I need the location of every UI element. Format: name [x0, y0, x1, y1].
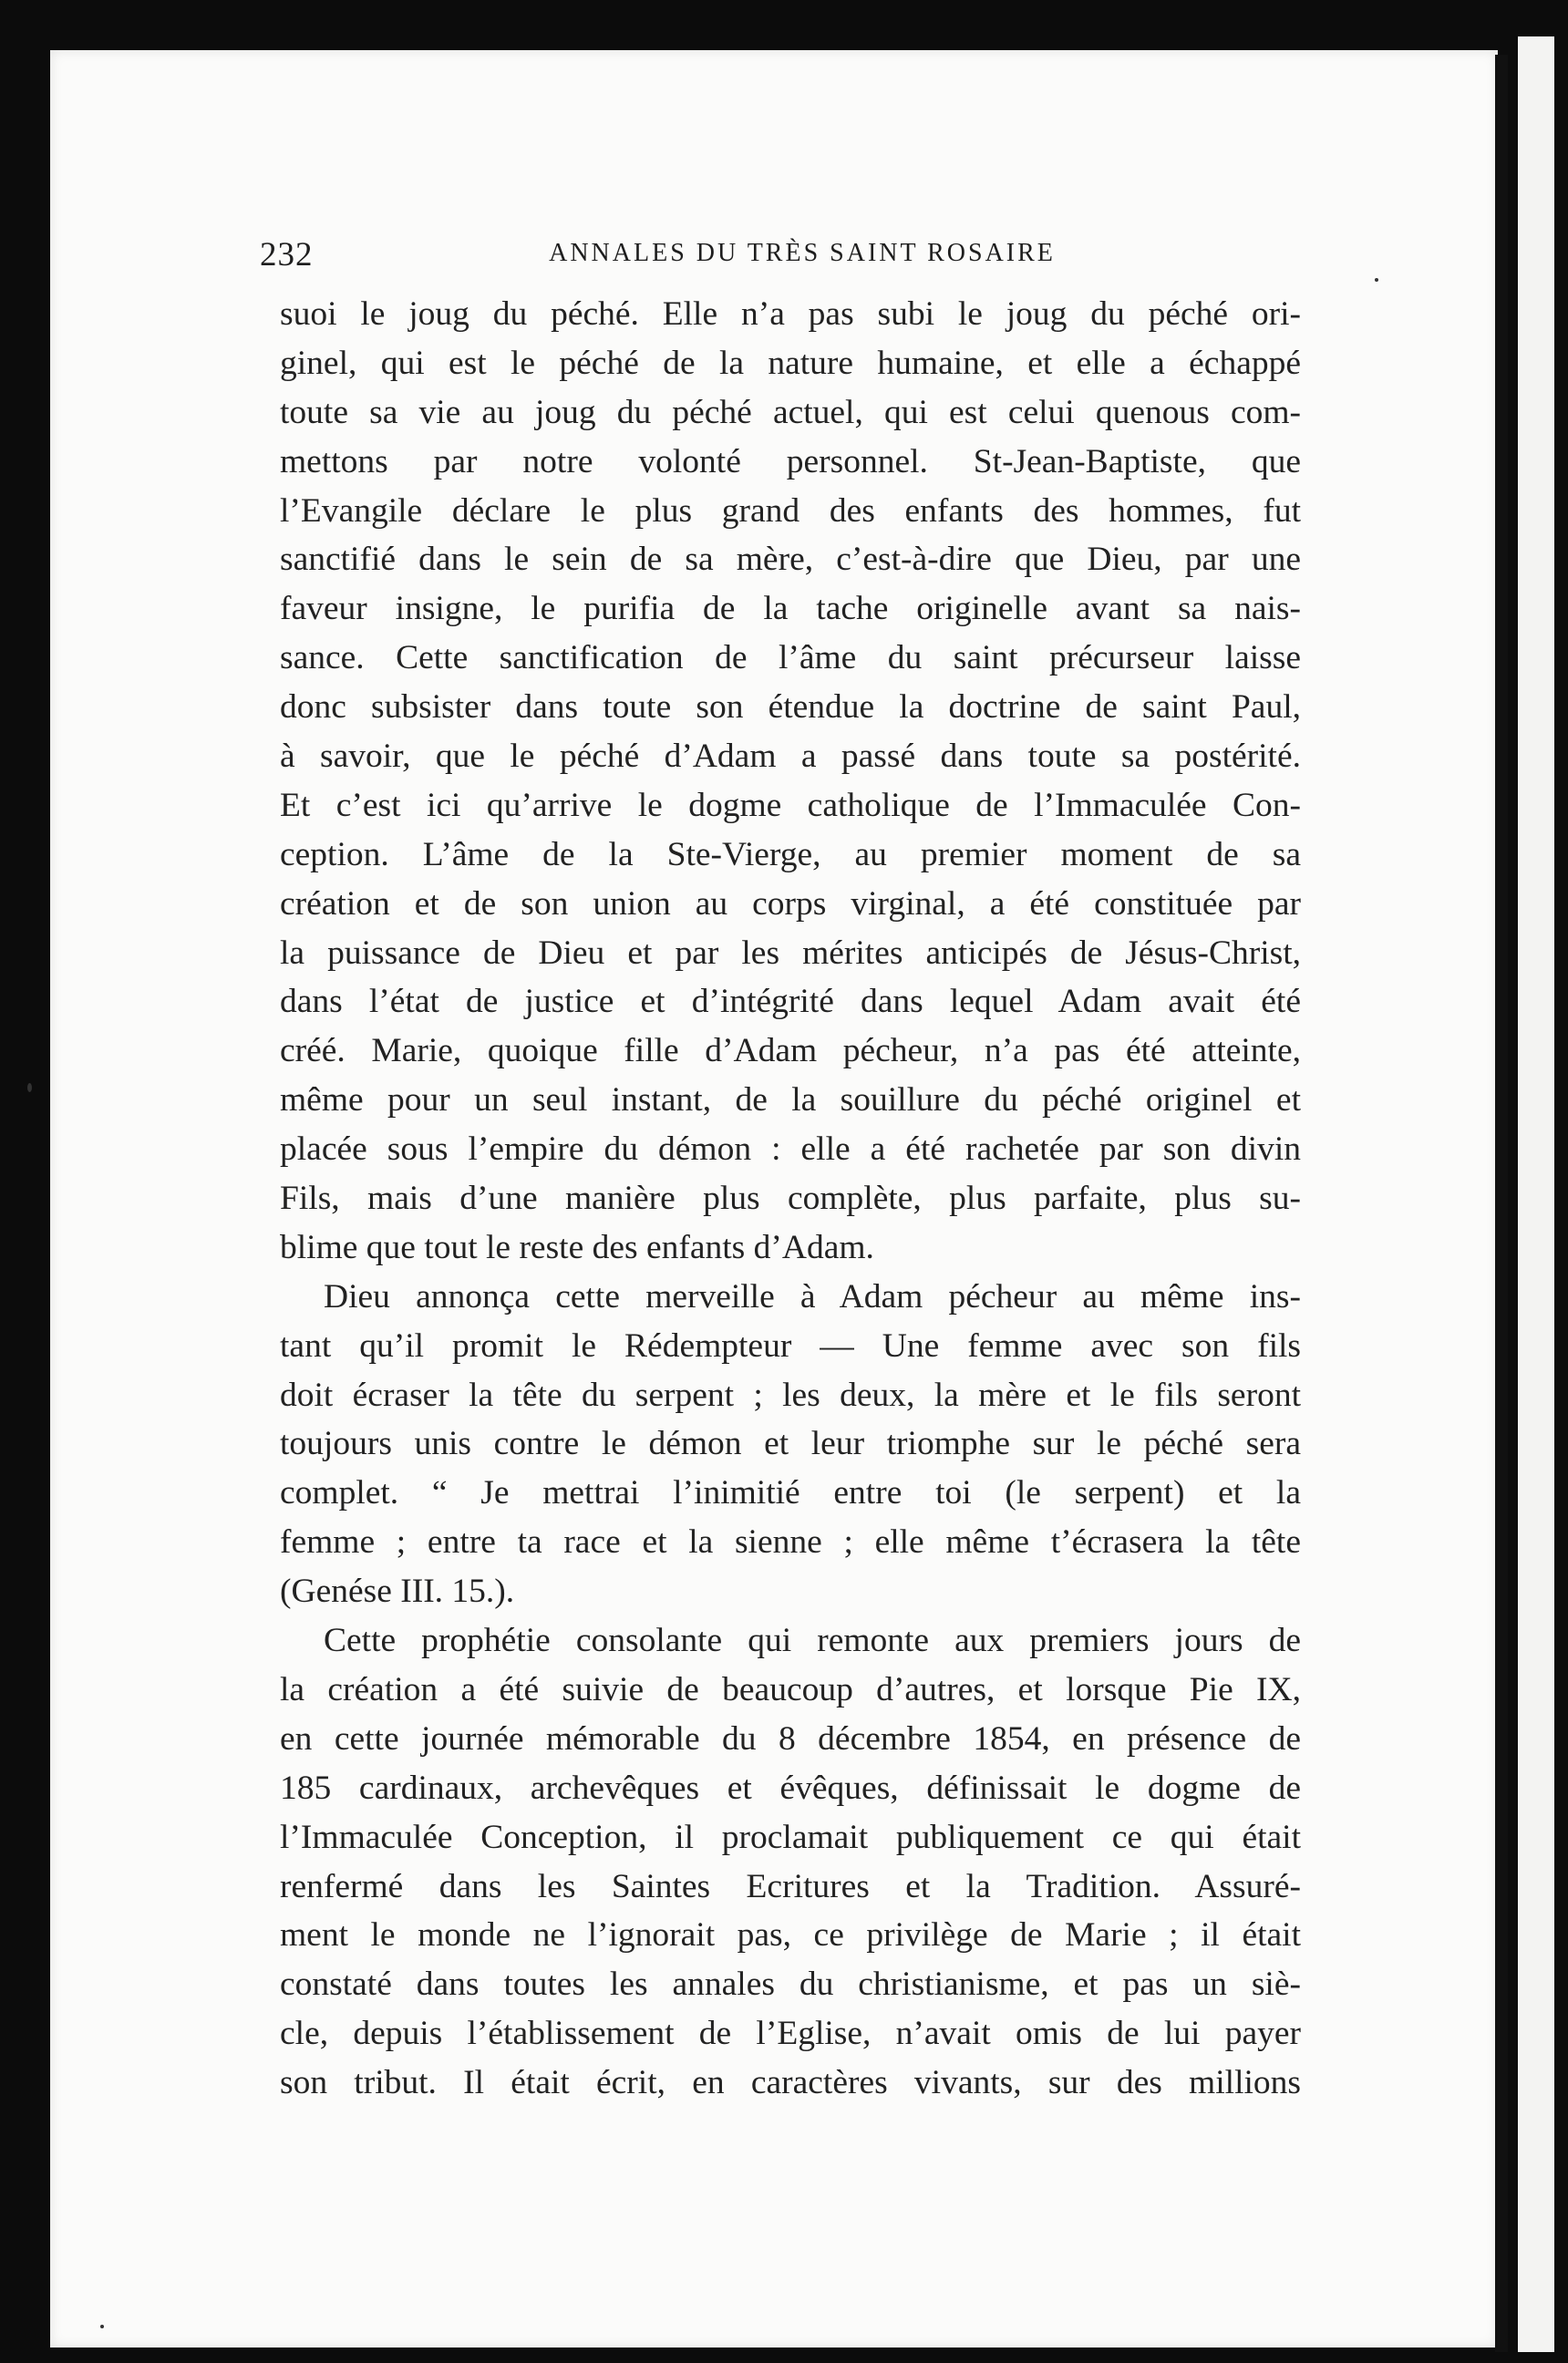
text-line: mettons par notre volonté personnel. St-Jean-Baptiste, que	[280, 442, 1301, 480]
paragraph-start-line: Dieu annonça cette merveille à Adam pécheur au même ins-	[324, 1277, 1301, 1316]
paragraph-end-line: blime que tout le reste des enfants d’Adam.	[280, 1228, 874, 1266]
text-line: ginel, qui est le péché de la nature humaine, et elle a échappé	[280, 344, 1301, 382]
text-line: ception. L’âme de la Ste-Vierge, au premier moment de sa	[280, 835, 1301, 873]
text-line: tant qu’il promit le Rédempteur — Une femme avec son fils	[280, 1326, 1301, 1365]
paragraph-end-line: (Genése III. 15.).	[280, 1573, 515, 1611]
text-line: renfermé dans les Saintes Ecritures et la Tradition. Assuré-	[280, 1867, 1301, 1905]
text-line: donc subsister dans toute son étendue la doctrine de saint Paul,	[280, 688, 1301, 727]
text-line: Et c’est ici qu’arrive le dogme catholique de l’Immaculée Con-	[280, 786, 1301, 824]
text-line: constaté dans toutes les annales du christianisme, et pas un siè-	[280, 1966, 1301, 2004]
text-line: sance. Cette sanctification de l’âme du saint précurseur laisse	[280, 639, 1301, 677]
text-line: suoi le joug du péché. Elle n’a pas subi le joug du péché ori-	[280, 295, 1301, 333]
text-line: créé. Marie, quoique fille d’Adam pécheur, n’a pas été atteinte,	[280, 1032, 1301, 1070]
text-line: complet. “ Je mettrai l’inimitié entre toi (le serpent) et la	[280, 1474, 1301, 1512]
running-head	[260, 235, 1290, 272]
running-head-title: ANNALES DU TRÈS SAINT ROSAIRE	[549, 239, 1056, 267]
text-line: doit écraser la tête du serpent ; les deux, la mère et le fils seront	[280, 1376, 1301, 1414]
text-line: femme ; entre ta race et la sienne ; elle même t’écrasera la tête	[280, 1523, 1301, 1562]
page-number: 232	[260, 236, 314, 273]
text-line: la création a été suivie de beaucoup d’autres, et lorsque Pie IX,	[280, 1670, 1301, 1708]
page-gutter-shadow	[1495, 55, 1508, 2352]
text-line: en cette journée mémorable du 8 décembre 1854, en présence de	[280, 1719, 1301, 1758]
text-line: cle, depuis l’établissement de l’Eglise, n’avait omis de lui payer	[280, 2015, 1301, 2053]
paragraph-start-line: Cette prophétie consolante qui remonte aux premiers jours de	[324, 1622, 1301, 1660]
text-line: l’Immaculée Conception, il proclamait publiquement ce qui était	[280, 1818, 1301, 1856]
scan-speck	[1375, 278, 1378, 282]
text-line: placée sous l’empire du démon : elle a été rachetée par son divin	[280, 1130, 1301, 1169]
text-line: à savoir, que le péché d’Adam a passé dans toute sa postérité.	[280, 738, 1301, 776]
text-line: ment le monde ne l’ignorait pas, ce privilège de Marie ; il était	[280, 1916, 1301, 1955]
text-line: toujours unis contre le démon et leur triomphe sur le péché sera	[280, 1425, 1301, 1463]
text-line: Fils, mais d’une manière plus complète, plus parfaite, plus su-	[280, 1180, 1301, 1218]
adjacent-page-edge	[1518, 36, 1554, 2352]
text-line: dans l’état de justice et d’intégrité dans lequel Adam avait été	[280, 983, 1301, 1021]
text-line: l’Evangile déclare le plus grand des enfants des hommes, fut	[280, 491, 1301, 530]
text-line: toute sa vie au joug du péché actuel, qui est celui quenous com-	[280, 393, 1301, 431]
scan-speck	[100, 2325, 104, 2328]
text-line: faveur insigne, le purifia de la tache originelle avant sa nais-	[280, 590, 1301, 628]
text-line: création et de son union au corps virginal, a été constituée par	[280, 884, 1301, 923]
text-line: sanctifié dans le sein de sa mère, c’est-à-dire que Dieu, par une	[280, 541, 1301, 579]
text-line: 185 cardinaux, archevêques et évêques, définissait le dogme de	[280, 1769, 1301, 1807]
text-line: même pour un seul instant, de la souillure du péché originel et	[280, 1081, 1301, 1120]
body-text	[280, 290, 1301, 2108]
scan-speck	[27, 1083, 32, 1092]
text-line: son tribut. Il était écrit, en caractères vivants, sur des millions	[280, 2064, 1301, 2102]
text-line: la puissance de Dieu et par les mérites anticipés de Jésus-Christ,	[280, 934, 1301, 972]
